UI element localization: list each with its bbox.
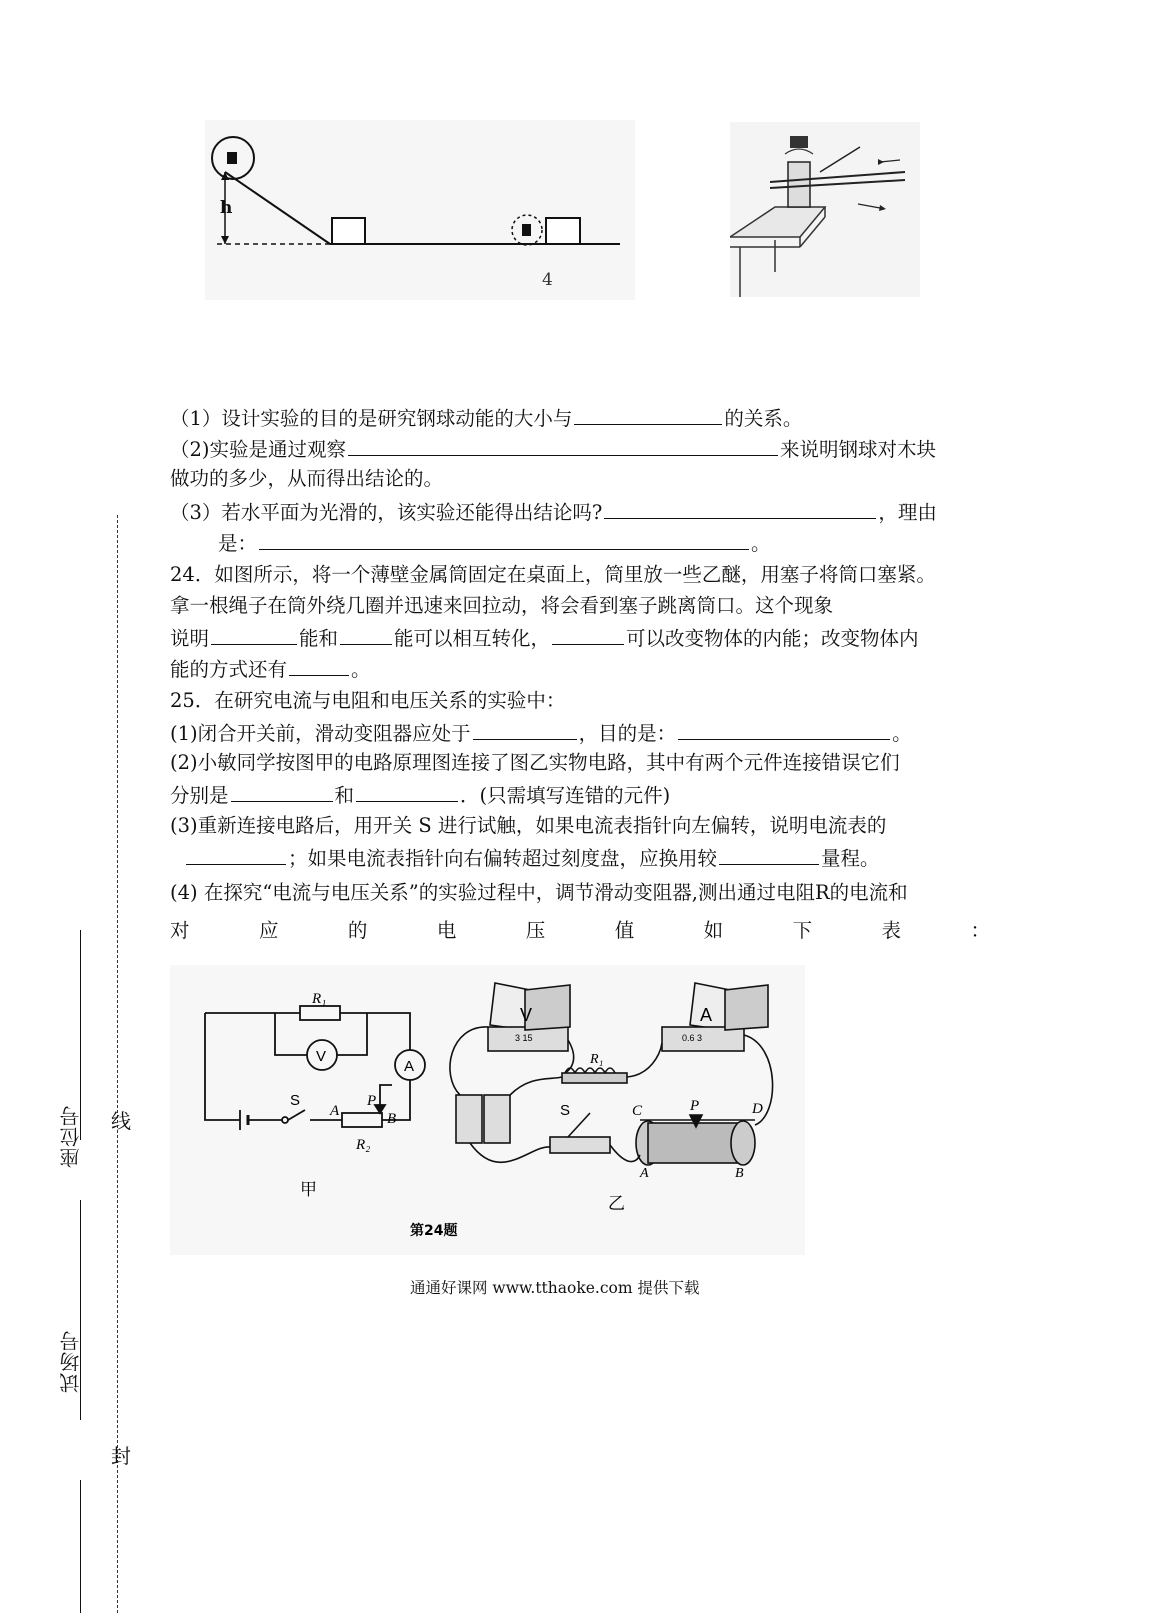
q23-p2-blank[interactable] <box>348 433 778 456</box>
real-slider-p: P <box>690 1098 700 1114</box>
q25-p2-blank1[interactable] <box>231 779 333 802</box>
q24-blank2[interactable] <box>340 622 392 645</box>
q24-line1: 24．如图所示，将一个薄壁金属筒固定在桌面上，筒里放一些乙醚，用塞子将筒口塞紧。 <box>170 563 936 586</box>
figure-caption: 第24题 <box>410 1223 458 1239</box>
meter-v-label: V <box>520 1005 533 1025</box>
real-r1-label: R₁ <box>590 1052 604 1067</box>
q24-line2: 拿一根绳子在筒外绕几圈并迅速来回拉动，将会看到塞子跳离筒口。这个现象 <box>170 594 834 617</box>
q24-blank1[interactable] <box>211 622 297 645</box>
real-terminal-c: C <box>632 1103 643 1119</box>
q25-p3-blank2[interactable] <box>719 842 819 865</box>
schematic-switch-label: S <box>290 1092 301 1109</box>
q24-blank3[interactable] <box>552 622 624 645</box>
schematic-r2-label: R₂ <box>356 1137 371 1153</box>
q25-part3-line2: ；如果电流表指针向右偏转超过刻度盘，应换用较 量程。 <box>170 842 1000 874</box>
real-terminal-b: B <box>735 1166 744 1181</box>
meter-a-label: A <box>700 1005 713 1025</box>
real-switch-label: S <box>560 1102 571 1119</box>
schematic-slider-p: P <box>367 1093 377 1109</box>
q23-p1-blank[interactable] <box>574 402 722 425</box>
circuit-figure <box>170 965 805 1255</box>
height-label: h <box>220 198 233 218</box>
q25-part2-line1: (2)小敏同学按图甲的电路原理图连接了图乙实物电路，其中有两个元件连接错误它们 <box>170 751 900 774</box>
q25-p2-blank2[interactable] <box>356 779 458 802</box>
real-label-yi: 乙 <box>608 1194 625 1214</box>
bottom-underline <box>80 1480 81 1613</box>
seal-char: 封 <box>111 1444 131 1468</box>
q25-part4-line2: 对 应 的 电 压 值 如 下 表 ： <box>170 919 990 942</box>
q23-part3: （3）若水平面为光滑的，该实验还能得出结论吗? ，理由 <box>170 496 1000 528</box>
q25-title: 25．在研究电流与电阻和电压关系的实验中： <box>170 689 566 712</box>
q25-part3-line1: (3)重新连接电路后，用开关 S 进行试触，如果电流表指针向左偏转，说明电流表的 <box>170 814 887 837</box>
meter-a-scale: 0.6 3 <box>682 1033 703 1043</box>
line-char: 线 <box>111 1109 131 1133</box>
q24-line3: 说明 能和 能可以相互转化， 可以改变物体的内能；改变物体内 <box>170 622 1000 654</box>
schematic-terminal-a: A <box>330 1103 340 1119</box>
room-number-label: 试场号 <box>59 1330 83 1393</box>
q23-part2-cont: 做功的多少，从而得出结论的。 <box>170 467 444 490</box>
meter-v-scale: 3 15 <box>515 1033 533 1043</box>
q24-blank4[interactable] <box>289 653 349 676</box>
q25-part1: (1)闭合开关前，滑动变阻器应处于 ，目的是： 。 <box>170 717 1000 749</box>
schematic-terminal-b: B <box>387 1111 397 1127</box>
q23-reason-blank[interactable] <box>259 527 749 550</box>
q25-p3-blank1[interactable] <box>186 842 286 865</box>
q25-part2-line2: 分别是 和 ．(只需填写连错的元件) <box>170 779 1000 811</box>
schematic-r1-label: R₁ <box>312 991 327 1007</box>
q25-p1-blank1[interactable] <box>473 717 577 740</box>
schematic-voltmeter-label: V <box>316 1048 327 1065</box>
schematic-ammeter-label: A <box>404 1058 415 1075</box>
real-terminal-a: A <box>640 1166 649 1181</box>
q23-part1: （1）设计实验的目的是研究钢球动能的大小与 的关系。 <box>170 402 1000 434</box>
q24-line4: 能的方式还有 。 <box>170 653 1000 685</box>
q23-part2: （2)实验是通过观察 来说明钢球对木块 <box>170 433 1000 465</box>
schematic-label-jia: 甲 <box>300 1180 317 1200</box>
seat-number-label: 座位号 <box>59 1105 83 1168</box>
q25-p1-blank2[interactable] <box>678 717 890 740</box>
footer-text: 通通好课网 www.tthaoke.com 提供下载 <box>410 1279 700 1297</box>
page-number: 4 <box>542 270 553 290</box>
q23-part3-cont: 是： 。 <box>218 527 1048 559</box>
metal-tube-figure <box>730 122 920 297</box>
ball-ramp-figure <box>205 120 635 300</box>
q23-p3-blank[interactable] <box>604 496 876 519</box>
q25-part4-line1: (4) 在探究“电流与电压关系”的实验过程中，调节滑动变阻器,测出通过电阻R的电流和 <box>170 881 908 904</box>
real-terminal-d: D <box>752 1101 763 1117</box>
